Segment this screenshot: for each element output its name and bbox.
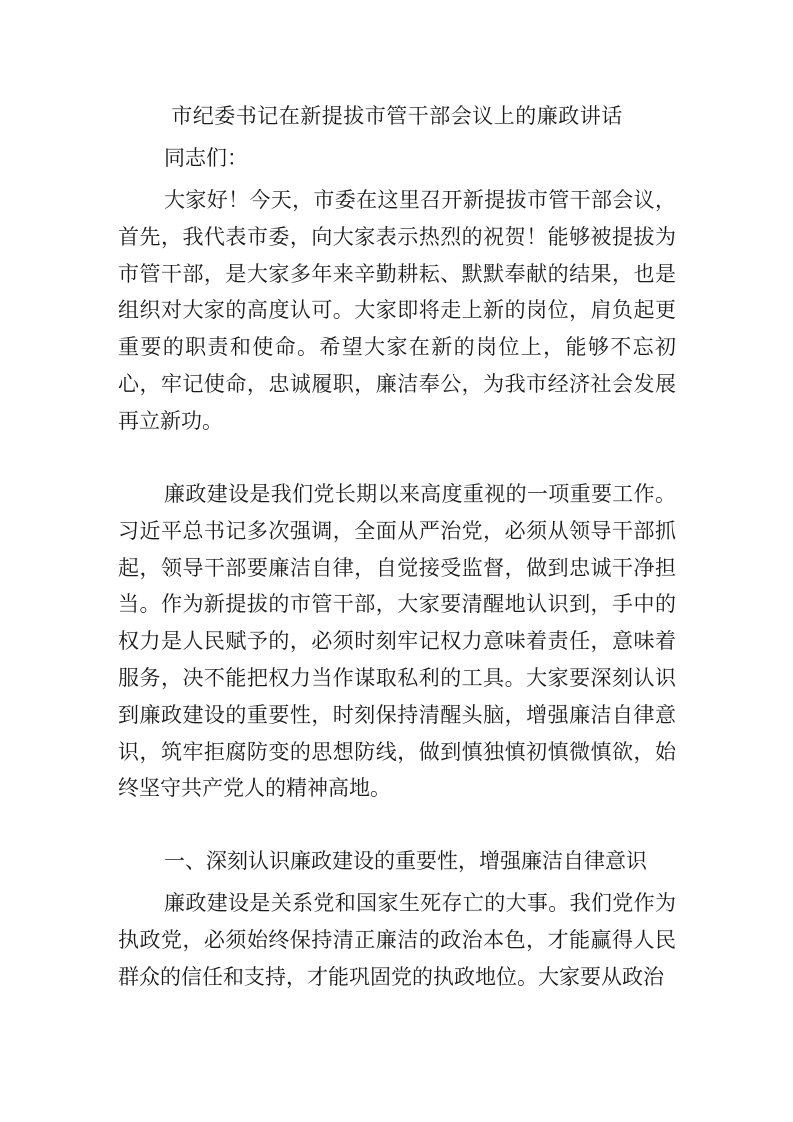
greeting: 同志们： [164,146,248,170]
paragraph-section-body: 廉政建设是关系党和国家生死存亡的大事。我们党作为执政党，必须始终保持清正廉洁的政治本色，才能赢得人民群众的信任和支持，才能巩固党的执政地位。大家要从政治 [118,891,676,989]
document-title: 市纪委书记在新提拔市管干部会议上的廉政讲话 [171,104,623,128]
paragraph-importance: 廉政建设是我们党长期以来高度重视的一项重要工作。习近平总书记多次强调，全面从严治党，必须从领导干部抓起，领导干部要廉洁自律，自觉接受监督，做到忠诚干净担当。作为新提拔的市管干部，大家要清醒地认识到，手中的权力是人民赋予的，必须时刻牢记权力意味着责任，意味着服务，决不能把权力当作谋取私利的工具。大家要深刻认识到廉政建设的重要性，时刻保持清醒头脑，增强廉洁自律意识，筑牢拒腐防变的思想防线，做到慎独慎初慎微慎欲，始终坚守共产党人的精神高地。 [118,482,676,801]
section-heading: 一、深刻认识廉政建设的重要性，增强廉洁自律意识 [164,849,647,873]
paragraph-opening: 大家好！今天，市委在这里召开新提拔市管干部会议，首先，我代表市委，向大家表示热烈的祝贺！能够被提拔为市管干部，是大家多年来辛勤耕耘、默默奉献的结果，也是组织对大家的高度认可。大家即将走上新的岗位，肩负起更重要的职责和使命。希望大家在新的岗位上，能够不忘初心，牢记使命，忠诚履职，廉洁奉公，为我市经济社会发展再立新功。 [118,188,676,433]
